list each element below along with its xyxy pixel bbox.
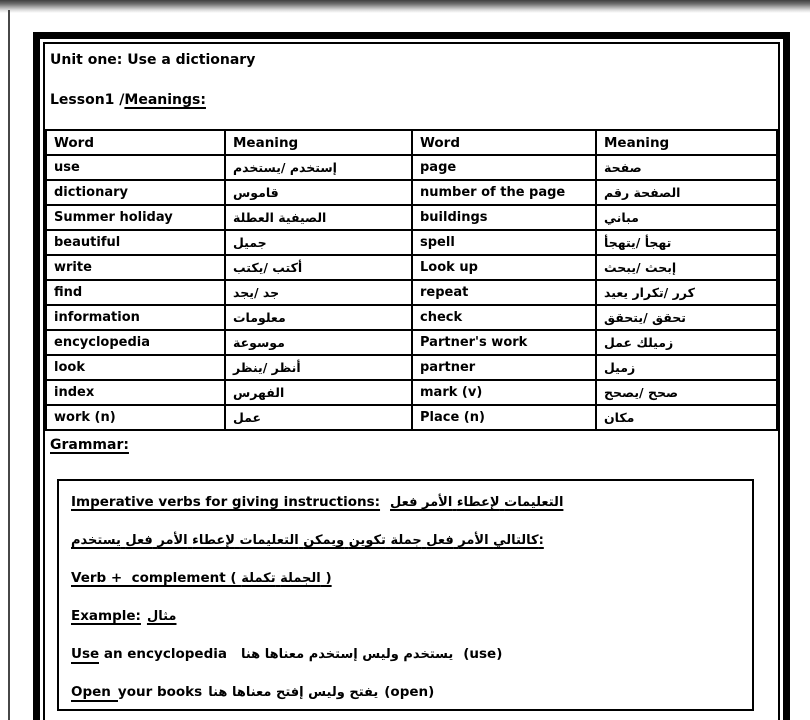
table-row: [46, 255, 777, 280]
example-2-rest: your books: [117, 684, 203, 700]
meaning-cell: رقم الصفحة: [596, 180, 777, 205]
word-cell: use: [46, 155, 225, 180]
table-row: [46, 355, 777, 380]
meaning-cell: يتحقق/ تحقق: [596, 305, 777, 330]
meaning-cell: يعيد تكرار/ كرر: [596, 280, 777, 305]
meaning-cell: ينظر/ أنظر: [225, 355, 412, 380]
word-cell: information: [46, 305, 225, 330]
lesson-prefix: Lesson1 /: [50, 92, 125, 108]
pattern-en: Verb + complement (: [71, 570, 242, 586]
word-cell: beautiful: [46, 230, 225, 255]
table-row: [46, 330, 777, 355]
meaning-cell: جميل: [225, 230, 412, 255]
word-cell: Look up: [412, 255, 596, 280]
word-cell: Partner's work: [412, 330, 596, 355]
table-row: [46, 180, 777, 205]
word-cell: encyclopedia: [46, 330, 225, 355]
word-cell: dictionary: [46, 180, 225, 205]
lesson-heading: [50, 92, 206, 108]
meaning-cell: يبحث/ إبحث: [596, 255, 777, 280]
meaning-cell: العطلة الصيفية: [225, 205, 412, 230]
pattern-ar: تكملة الجملة: [241, 571, 321, 586]
table-row: [46, 305, 777, 330]
example-2-line: [71, 682, 742, 703]
meaning-cell: مباني: [596, 205, 777, 230]
grammar-rule-box: [57, 479, 754, 711]
meaning-cell: الفهرس: [225, 380, 412, 405]
word-cell: number of the page: [412, 180, 596, 205]
meaning-cell: عمل: [225, 405, 412, 430]
example-1-note-ar: هنا معناها إستخدم وليس يستخدم: [240, 647, 454, 662]
table-row: [46, 380, 777, 405]
example-1-rest: an encyclopedia: [99, 646, 227, 662]
word-cell: find: [46, 280, 225, 305]
meaning-cell: زميل: [596, 355, 777, 380]
header-meaning-1: Meaning: [225, 130, 412, 155]
word-cell: Summer holiday: [46, 205, 225, 230]
example-1-tag: (use): [463, 646, 503, 662]
example-label-ar: مثال: [146, 609, 177, 624]
example-label-en: Example:: [71, 608, 141, 624]
example-1-line: [71, 644, 742, 665]
header-word-1: Word: [46, 130, 225, 155]
meaning-cell: عمل زميلك: [596, 330, 777, 355]
meaning-cell: يتهجأ/ تهجأ: [596, 230, 777, 255]
meaning-cell: صفحة: [596, 155, 777, 180]
example-2-tag: (open): [384, 684, 435, 700]
word-cell: buildings: [412, 205, 596, 230]
header-word-2: Word: [412, 130, 596, 155]
meaning-cell: يجد/ جد: [225, 280, 412, 305]
table-row: [46, 405, 777, 430]
example-1-verb: Use: [71, 646, 100, 662]
word-cell: look: [46, 355, 225, 380]
meaning-cell: معلومات: [225, 305, 412, 330]
meaning-cell: مكان: [596, 405, 777, 430]
header-meaning-2: Meaning: [596, 130, 777, 155]
rule-explanation-line: [71, 530, 742, 551]
word-cell: mark (v): [412, 380, 596, 405]
word-cell: write: [46, 255, 225, 280]
unit-title: Unit one: Use a dictionary: [50, 52, 256, 68]
word-cell: repeat: [412, 280, 596, 305]
word-cell: check: [412, 305, 596, 330]
example-2-verb: Open: [71, 684, 118, 702]
pattern-close-paren: ): [320, 570, 332, 586]
word-cell: index: [46, 380, 225, 405]
meaning-cell: يستخدم/ إستخدم: [225, 155, 412, 180]
meaning-cell: موسوعة: [225, 330, 412, 355]
table-row: [46, 155, 777, 180]
meaning-cell: يكتب/ أكتب: [225, 255, 412, 280]
table-header-row: [46, 130, 777, 155]
rule-explanation-ar: يستخدم فعل الأمر لإعطاء التعليمات ويمكن تكوين جملة فعل الأمر كالتالي:: [71, 533, 544, 548]
table-row: [46, 280, 777, 305]
word-cell: page: [412, 155, 596, 180]
word-cell: work (n): [46, 405, 225, 430]
paper-edge-line: [8, 10, 10, 720]
example-label-line: [71, 606, 742, 627]
word-cell: partner: [412, 355, 596, 380]
example-2-note-ar: هنا معناها إفتح وليس يفتح: [208, 685, 379, 700]
lesson-meanings-label: Meanings:: [124, 92, 206, 108]
word-cell: spell: [412, 230, 596, 255]
meaning-cell: يصحح/ صحح: [596, 380, 777, 405]
table-row: [46, 230, 777, 255]
pattern-line: [71, 568, 742, 589]
rule-title-line: [71, 492, 742, 513]
table-row: [46, 205, 777, 230]
word-cell: Place (n): [412, 405, 596, 430]
top-shadow: [0, 0, 810, 13]
rule-title-ar: فعل الأمر لإعطاء التعليمات: [390, 495, 564, 510]
meaning-cell: قاموس: [225, 180, 412, 205]
rule-title-en: Imperative verbs for giving instructions:: [71, 494, 381, 510]
vocab-table: [45, 129, 778, 431]
grammar-heading: Grammar:: [50, 437, 129, 453]
